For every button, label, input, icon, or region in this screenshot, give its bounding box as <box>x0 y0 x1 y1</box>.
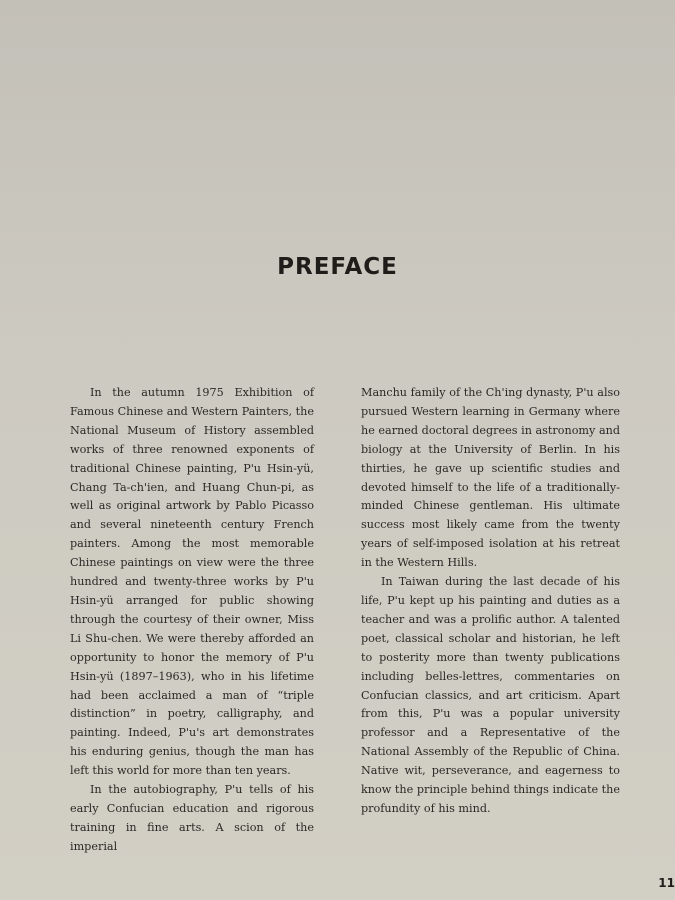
paragraph: Manchu family of the Ch'ing dynasty, P'u also pursued Western learning in Germany where he earned doctoral degrees in astronomy and biology at the University of Berlin. In his thirties, he gave up scientific studies and devoted himself to the life of a traditionally-minded Chinese gentleman. His ultimate success most likely came from the twenty years of self-imposed isolation at his retreat in the Western Hills. <box>361 386 620 570</box>
paragraph: In the autumn 1975 Exhibition of Famous Chinese and Western Painters, the National Museum of History assembled works of three renowned exponents of traditional Chinese painting, P'u Hsin-yü, Chang Ta-ch'ien, and Huang Chun-pi, as well as original artwork by Pablo Picasso and several nineteenth century French painters. Among the most memorable Chinese paintings on view were the three hundred and twenty-three works by P'u Hsin-yü arranged for public showing through the courtesy of their owner, Miss Li Shu-chen. We were thereby afforded an opportunity to honor the memory of P'u Hsin-yü (1897–1963), who in his lifetime had been acclaimed a man of “triple distinction” in poetry, calligraphy, and painting. Indeed, P'u's art demonstrates his enduring genius, though the man has left this world for more than ten years. <box>70 386 314 778</box>
right-column <box>361 384 620 819</box>
left-column <box>70 384 314 857</box>
paragraph: In the autobiography, P'u tells of his early Confucian education and rigorous training in fine arts. A scion of the imperial <box>70 783 314 853</box>
page-title: PREFACE <box>277 254 398 280</box>
paragraph: In Taiwan during the last decade of his life, P'u kept up his painting and duties as a teacher and was a prolific author. A talented poet, classical scholar and historian, he left to posterity more than twenty publications including belles-lettres, commentaries on Confucian classics, and art criticism. Apart from this, P'u was a popular university professor and a Representative of the National Assembly of the Republic of China. Native wit, perseverance, and eagerness to know the principle behind things indicate the profundity of his mind. <box>361 575 620 815</box>
page-number: 11 <box>658 876 675 890</box>
